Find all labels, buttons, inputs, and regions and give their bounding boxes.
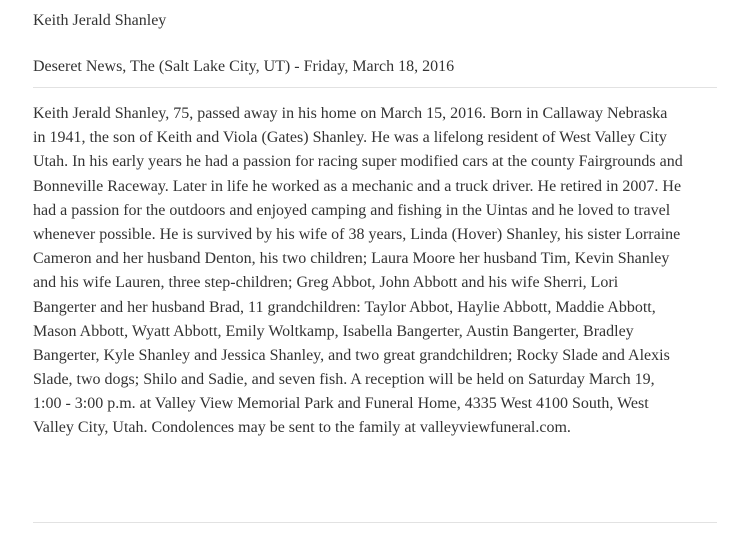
obituary-line: whenever possible. He is survived by his wife of 38 years, Linda (Hover) Shanley, his sister Lorraine [33,225,681,243]
bottom-divider [33,522,717,523]
publication-source: Deseret News, The (Salt Lake City, UT) - Friday, March 18, 2016 [33,58,455,75]
obituary-line: Bonneville Raceway. Later in life he worked as a mechanic and a truck driver. He retired in 2007. He [33,177,682,195]
top-divider [33,87,717,88]
obituary-line: Mason Abbott, Wyatt Abbott, Emily Woltkamp, Isabella Bangerter, Austin Bangerter, Bradley [33,322,634,340]
obituary-body [33,102,723,441]
obituary-title: Keith Jerald Shanley [33,12,167,29]
obituary-line: Utah. In his early years he had a passion for racing super modified cars at the county Fairgrounds and [33,153,683,171]
obituary-line: Cameron and her husband Denton, his two children; Laura Moore her husband Tim, Kevin Shanley [33,250,670,268]
obituary-line: and his wife Lauren, three step-children; Greg Abbot, John Abbott and his wife Sherri, Lori [33,274,619,292]
obituary-line: Slade, two dogs; Shilo and Sadie, and seven fish. A reception will be held on Saturday March 19, [33,371,655,389]
obituary-line: Bangerter and her husband Brad, 11 grandchildren: Taylor Abbot, Haylie Abbott, Maddie Abbott, [33,298,656,316]
obituary-line: Bangerter, Kyle Shanley and Jessica Shanley, and two great grandchildren; Rocky Slade and Alexis [33,346,670,364]
obituary-line: Valley City, Utah. Condolences may be sent to the family at valleyviewfuneral.com. [33,419,571,437]
obituary-line: had a passion for the outdoors and enjoyed camping and fishing in the Uintas and he loved to travel [33,201,671,219]
obituary-line: in 1941, the son of Keith and Viola (Gates) Shanley. He was a lifelong resident of West Valley City [33,129,667,147]
obituary-line: 1:00 - 3:00 p.m. at Valley View Memorial Park and Funeral Home, 4335 West 4100 South, West [33,395,649,413]
obituary-line: Keith Jerald Shanley, 75, passed away in his home on March 15, 2016. Born in Callaway Nebraska [33,105,668,122]
